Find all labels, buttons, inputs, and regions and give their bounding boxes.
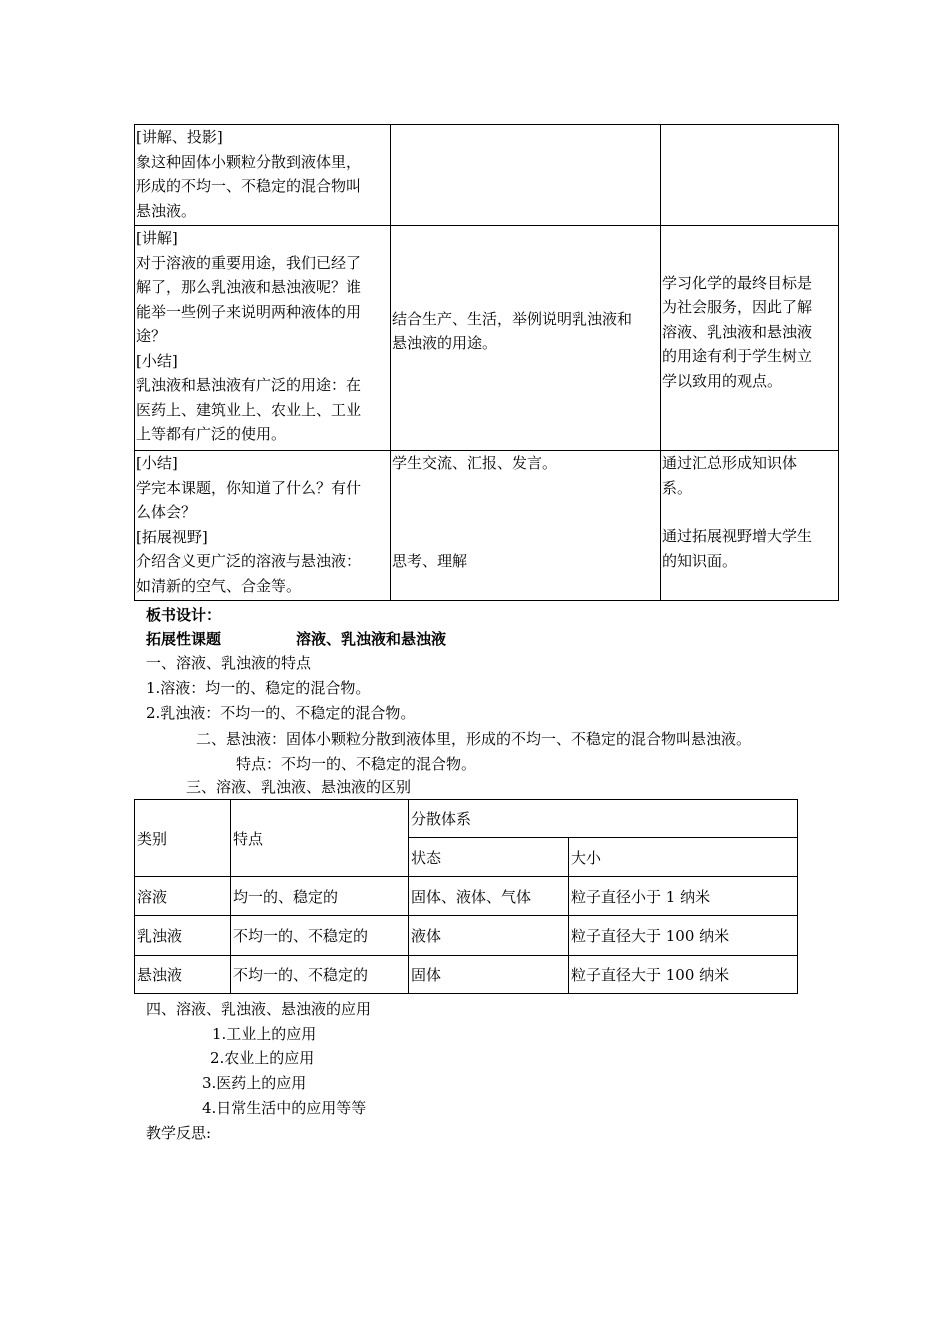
section-4-heading: 四、溶液、乳浊液、悬浊液的应用 <box>146 1000 372 1018</box>
cell-state: 固体、液体、气体 <box>409 877 569 916</box>
cell-line: 学生交流、汇报、发言。 <box>392 454 558 472</box>
cell-line: 形成的不均一、不稳定的混合物叫 <box>136 177 362 195</box>
cell-line: 对于溶液的重要用途，我们已经了 <box>136 253 362 272</box>
cell-line: 介绍含义更广泛的溶液与悬浊液： <box>136 552 362 570</box>
section-4-item: 2.农业上的应用 <box>210 1049 315 1067</box>
cell-line: 解了，那么乳浊液和悬浊液呢？谁 <box>136 278 362 296</box>
section-1-heading: 一、溶液、乳浊液的特点 <box>146 654 312 672</box>
cell-line: 悬浊液。 <box>136 201 197 220</box>
comparison-table <box>134 799 798 994</box>
section-2-heading: 二、悬浊液：固体小颗粒分散到液体里，形成的不均一、不稳定的混合物叫悬浊液。 <box>196 730 752 748</box>
cell-size: 粒子直径小于 1 纳米 <box>569 877 798 916</box>
design-intent-cell <box>661 226 839 451</box>
cell-line: 系。 <box>662 478 693 497</box>
header-category: 类别 <box>135 800 231 877</box>
cell-line: 为社会服务，因此了解 <box>662 298 813 317</box>
cell-feature: 不均一的、不稳定的 <box>231 956 409 994</box>
teaching-reflection-label: 教学反思: <box>146 1124 212 1142</box>
cell-size: 粒子直径大于 100 纳米 <box>569 916 798 956</box>
section-3-heading: 三、溶液、乳浊液、悬浊液的区别 <box>186 778 412 796</box>
header-dispersion-system: 分散体系 <box>409 800 798 838</box>
cell-category: 溶液 <box>135 877 231 916</box>
cell-line: 的用途有利于学生树立 <box>662 347 813 366</box>
cell-line: [讲解] <box>136 229 178 247</box>
cell-line: 溶液、乳浊液和悬浊液 <box>662 322 813 341</box>
cell-line: 如清新的空气、合金等。 <box>136 576 302 595</box>
section-2-feature: 特点：不均一的、不稳定的混合物。 <box>236 755 477 773</box>
cell-line: 学完本课题，你知道了什么？有什 <box>136 478 362 497</box>
cell-line: 能举一些例子来说明两种液体的用 <box>136 302 362 321</box>
lesson-table <box>134 124 839 601</box>
table-row <box>135 226 839 451</box>
table-row <box>135 877 798 916</box>
cell-feature: 不均一的、不稳定的 <box>231 916 409 956</box>
cell-size: 粒子直径大于 100 纳米 <box>569 956 798 994</box>
cell-line: [拓展视野] <box>136 527 208 546</box>
cell-line: 结合生产、生活，举例说明乳浊液和 <box>392 309 633 328</box>
table-row <box>135 125 839 226</box>
student-activity-cell <box>391 226 661 451</box>
student-activity-cell <box>391 125 661 226</box>
board-heading: 板书设计： <box>146 606 222 624</box>
cell-feature: 均一的、稳定的 <box>231 877 409 916</box>
header-size: 大小 <box>569 838 798 877</box>
cell-line: [小结] <box>136 454 178 472</box>
topic-title: 溶液、乳浊液和悬浊液 <box>296 630 447 648</box>
design-intent-cell <box>661 125 839 226</box>
cell-line: 象这种固体小颗粒分散到液体里， <box>136 152 362 171</box>
cell-state: 固体 <box>409 956 569 994</box>
teacher-activity-cell <box>135 226 391 451</box>
student-activity-cell <box>391 451 661 601</box>
teacher-activity-cell <box>135 125 391 226</box>
cell-line: 么体会？ <box>136 503 197 521</box>
section-4-item: 4.日常生活中的应用等等 <box>202 1099 367 1117</box>
cell-category: 乳浊液 <box>135 916 231 956</box>
cell-line: 悬浊液的用途。 <box>392 334 498 352</box>
section-1-item: 1.溶液：均一的、稳定的混合物。 <box>146 679 371 697</box>
teacher-activity-cell <box>135 451 391 601</box>
topic-label: 拓展性课题 <box>146 630 222 648</box>
section-4-item: 1.工业上的应用 <box>212 1025 317 1043</box>
cell-category: 悬浊液 <box>135 956 231 994</box>
cell-line: 的知识面。 <box>662 551 738 570</box>
cell-line: 上等都有广泛的使用。 <box>136 425 287 443</box>
cell-line: 学以致用的观点。 <box>662 371 783 390</box>
cell-line: [小结] <box>136 351 178 370</box>
cell-line: 通过汇总形成知识体 <box>662 454 798 472</box>
cell-state: 液体 <box>409 916 569 956</box>
cell-line: [讲解、投影] <box>136 128 223 146</box>
cell-line: 途？ <box>136 327 167 345</box>
header-state: 状态 <box>409 838 569 877</box>
cell-line: 乳浊液和悬浊液有广泛的用途：在 <box>136 376 362 394</box>
header-feature: 特点 <box>231 800 409 877</box>
design-intent-cell <box>661 451 839 601</box>
cell-line: 思考、理解 <box>392 551 468 570</box>
cell-line: 学习化学的最终目标是 <box>662 273 813 292</box>
table-row <box>135 451 839 601</box>
table-row <box>135 956 798 994</box>
cell-line: 通过拓展视野增大学生 <box>662 527 813 545</box>
section-4-item: 3.医药上的应用 <box>202 1074 307 1092</box>
table-row <box>135 916 798 956</box>
cell-line: 医药上、建筑业上、农业上、工业 <box>136 400 362 419</box>
table-row <box>135 800 798 838</box>
section-1-item: 2.乳浊液：不均一的、不稳定的混合物。 <box>146 704 416 722</box>
